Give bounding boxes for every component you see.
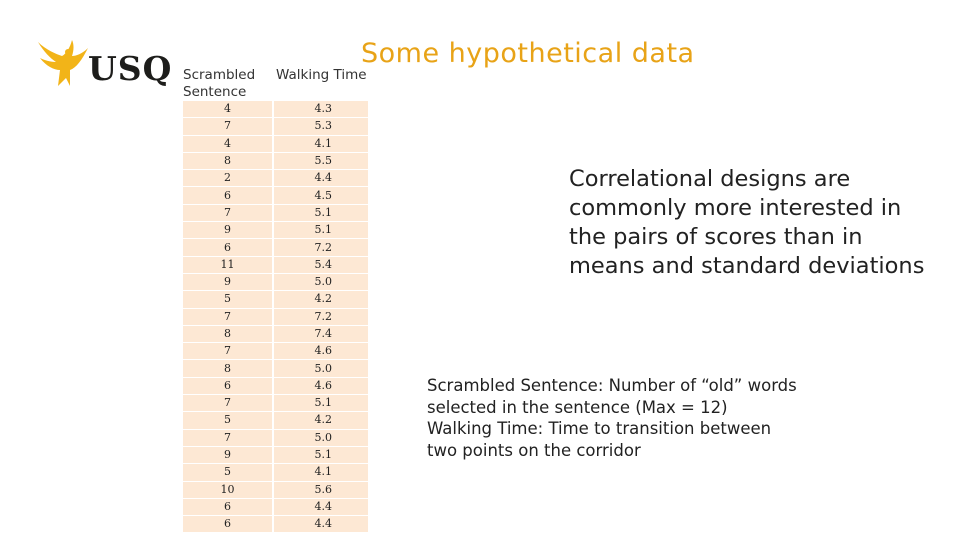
walking-time-cell: 5.0 xyxy=(273,429,369,446)
walking-time-cell: 7.2 xyxy=(273,239,369,256)
scrambled-sentence-cell: 2 xyxy=(183,170,273,187)
scrambled-sentence-definition: Scrambled Sentence: Number of “old” words selected in the sentence (Max = 12) xyxy=(427,376,797,417)
walking-time-cell: 7.2 xyxy=(273,308,369,325)
scrambled-sentence-cell: 9 xyxy=(183,222,273,239)
scrambled-sentence-cell: 6 xyxy=(183,498,273,515)
scrambled-sentence-cell: 10 xyxy=(183,481,273,498)
walking-time-cell: 5.0 xyxy=(273,273,369,290)
scrambled-sentence-cell: 7 xyxy=(183,343,273,360)
scrambled-sentence-cell: 4 xyxy=(183,101,273,118)
scrambled-sentence-cell: 6 xyxy=(183,239,273,256)
table-row xyxy=(183,360,369,377)
walking-time-cell: 4.4 xyxy=(273,498,369,515)
table-row xyxy=(183,325,369,342)
walking-time-cell: 4.2 xyxy=(273,412,369,429)
table-row xyxy=(183,464,369,481)
walking-time-cell: 7.4 xyxy=(273,325,369,342)
table-header-row xyxy=(183,67,369,101)
walking-time-cell: 4.1 xyxy=(273,135,369,152)
scrambled-sentence-cell: 7 xyxy=(183,395,273,412)
table-row xyxy=(183,239,369,256)
walking-time-cell: 5.5 xyxy=(273,152,369,169)
table-row xyxy=(183,152,369,169)
table-row xyxy=(183,395,369,412)
phoenix-icon xyxy=(36,38,92,90)
walking-time-cell: 5.0 xyxy=(273,360,369,377)
scrambled-sentence-cell: 7 xyxy=(183,308,273,325)
table-row xyxy=(183,446,369,463)
scrambled-sentence-cell: 6 xyxy=(183,516,273,533)
table-row xyxy=(183,343,369,360)
variable-definitions xyxy=(427,375,797,461)
walking-time-definition: Walking Time: Time to transition between two points on the corridor xyxy=(427,419,772,460)
walking-time-cell: 4.6 xyxy=(273,343,369,360)
table-row xyxy=(183,187,369,204)
scrambled-sentence-cell: 4 xyxy=(183,135,273,152)
table-row xyxy=(183,412,369,429)
table-row xyxy=(183,498,369,515)
scrambled-sentence-cell: 9 xyxy=(183,273,273,290)
scrambled-sentence-cell: 11 xyxy=(183,256,273,273)
table-row xyxy=(183,273,369,290)
walking-time-cell: 5.1 xyxy=(273,204,369,221)
walking-time-cell: 5.4 xyxy=(273,256,369,273)
data-table xyxy=(183,67,370,533)
walking-time-cell: 4.3 xyxy=(273,101,369,118)
scrambled-sentence-cell: 6 xyxy=(183,187,273,204)
walking-time-cell: 5.1 xyxy=(273,446,369,463)
scrambled-sentence-cell: 8 xyxy=(183,152,273,169)
walking-time-cell: 5.3 xyxy=(273,118,369,135)
walking-time-cell: 5.6 xyxy=(273,481,369,498)
table-row xyxy=(183,291,369,308)
scrambled-sentence-cell: 6 xyxy=(183,377,273,394)
table-body xyxy=(183,101,369,533)
walking-time-cell: 4.1 xyxy=(273,464,369,481)
logo-text: USQ xyxy=(88,49,173,88)
usq-logo xyxy=(36,38,172,90)
table-row xyxy=(183,377,369,394)
table-row xyxy=(183,516,369,533)
table-row xyxy=(183,222,369,239)
walking-time-cell: 5.1 xyxy=(273,222,369,239)
column-header-walking-time: Walking Time xyxy=(276,67,367,83)
walking-time-cell: 4.5 xyxy=(273,187,369,204)
correlational-note: Correlational designs are commonly more interested in the pairs of scores than in means and standard deviations xyxy=(569,166,925,279)
scrambled-sentence-cell: 7 xyxy=(183,429,273,446)
scrambled-sentence-cell: 7 xyxy=(183,118,273,135)
scrambled-sentence-cell: 7 xyxy=(183,204,273,221)
table-row xyxy=(183,429,369,446)
walking-time-cell: 4.2 xyxy=(273,291,369,308)
table-row xyxy=(183,118,369,135)
scrambled-sentence-cell: 8 xyxy=(183,360,273,377)
column-header-scrambled-sentence: Scrambled Sentence xyxy=(183,67,256,100)
table-row xyxy=(183,481,369,498)
table-row xyxy=(183,204,369,221)
scrambled-sentence-cell: 5 xyxy=(183,412,273,429)
walking-time-cell: 4.4 xyxy=(273,516,369,533)
scrambled-sentence-cell: 5 xyxy=(183,464,273,481)
scrambled-sentence-cell: 8 xyxy=(183,325,273,342)
scrambled-sentence-cell: 5 xyxy=(183,291,273,308)
walking-time-cell: 4.6 xyxy=(273,377,369,394)
table-row xyxy=(183,170,369,187)
walking-time-cell: 5.1 xyxy=(273,395,369,412)
walking-time-cell: 4.4 xyxy=(273,170,369,187)
table-row xyxy=(183,101,369,118)
table-row xyxy=(183,135,369,152)
table-row xyxy=(183,256,369,273)
slide-title: Some hypothetical data xyxy=(361,38,695,69)
table-row xyxy=(183,308,369,325)
scrambled-sentence-cell: 9 xyxy=(183,446,273,463)
